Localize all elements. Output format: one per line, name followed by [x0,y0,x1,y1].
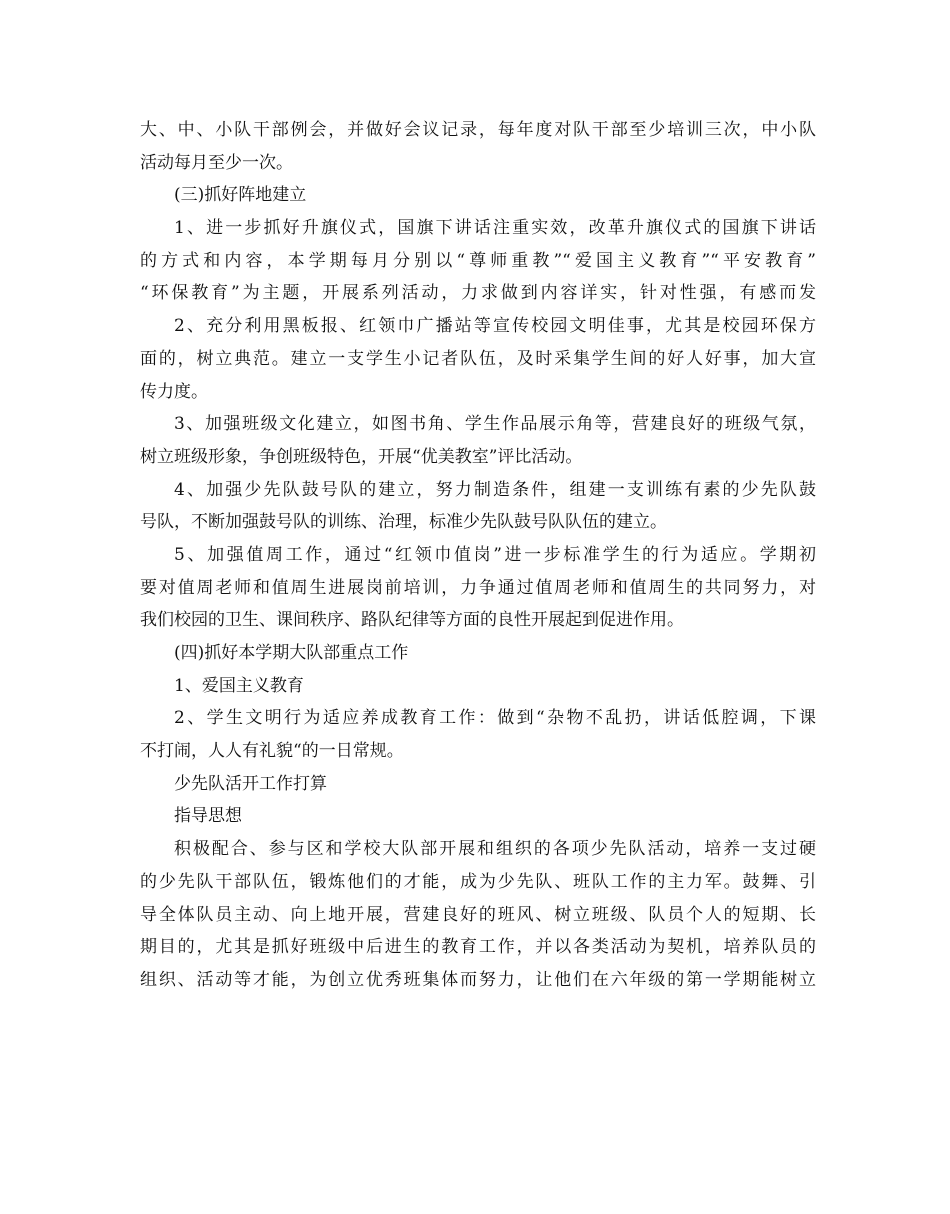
text-line: 不打闹，人人有礼貌“的一日常规。 [140,741,404,762]
section-heading: 少先队活开工作打算 [174,773,327,794]
text-line: “环保教育”为主题，开展系列活动，力求做到内容详实，针对性强，有感而发 [140,283,816,304]
text-line: 2、充分利用黑板报、红领巾广播站等宣传校园文明佳事，尤其是校园环保方 [174,316,816,337]
text-line: 5、加强值周工作，通过“红领巾值岗”进一步标准学生的行为适应。学期初 [174,544,816,565]
text-line: 号队，不断加强鼓号队的训练、治理，标准少先队鼓号队队伍的建立。 [140,512,667,533]
text-line: 导全体队员主动、向上地开展，营建良好的班风、树立班级、队员个人的短期、长 [140,904,816,925]
text-line: 1、进一步抓好升旗仪式，国旗下讲话注重实效，改革升旗仪式的国旗下讲话 [174,218,816,239]
text-line: 的方式和内容，本学期每月分别以“尊师重教”“爱国主义教育”“平安教育” [140,250,816,271]
document-body [140,114,816,997]
text-line: 面的，树立典范。建立一支学生小记者队伍，及时采集学生间的好人好事，加大宣 [140,348,816,369]
text-line: 传力度。 [140,381,208,402]
text-line: 期目的，尤其是抓好班级中后进生的教育工作，并以各类活动为契机，培养队员的 [140,937,816,958]
text-line: 的少先队干部队伍，锻炼他们的才能，成为少先队、班队工作的主力军。鼓舞、引 [140,871,816,892]
text-line: 积极配合、参与区和学校大队部开展和组织的各项少先队活动，培养一支过硬 [174,839,816,860]
text-line: 组织、活动等才能，为创立优秀班集体而努力，让他们在六年级的第一学期能树立 [140,969,816,990]
text-line: 大、中、小队干部例会，并做好会议记录，每年度对队干部至少培训三次，中小队 [140,120,816,140]
section-heading: (四)抓好本学期大队部重点工作 [174,643,409,663]
text-line: 4、加强少先队鼓号队的建立，努力制造条件，组建一支训练有素的少先队鼓 [174,479,816,500]
section-heading: (三)抓好阵地建立 [174,185,307,206]
text-line: 树立班级形象，争创班级特色，开展“优美教室”评比活动。 [140,446,583,467]
text-line: 3、加强班级文化建立，如图书角、学生作品展示角等，营建良好的班级气氛， [174,414,816,435]
text-line: 活动每月至少一次。 [140,152,293,173]
text-line: 2、学生文明行为适应养成教育工作：做到“杂物不乱扔，讲话低腔调，下课 [174,708,816,729]
text-line: 1、爱国主义教育 [174,675,304,696]
text-line: 我们校园的卫生、课间秩序、路队纪律等方面的良性开展起到促进作用。 [140,610,684,631]
section-heading: 指导思想 [174,806,242,827]
text-line: 要对值周老师和值周生进展岗前培训，力争通过值周老师和值周生的共同努力，对 [140,577,816,598]
